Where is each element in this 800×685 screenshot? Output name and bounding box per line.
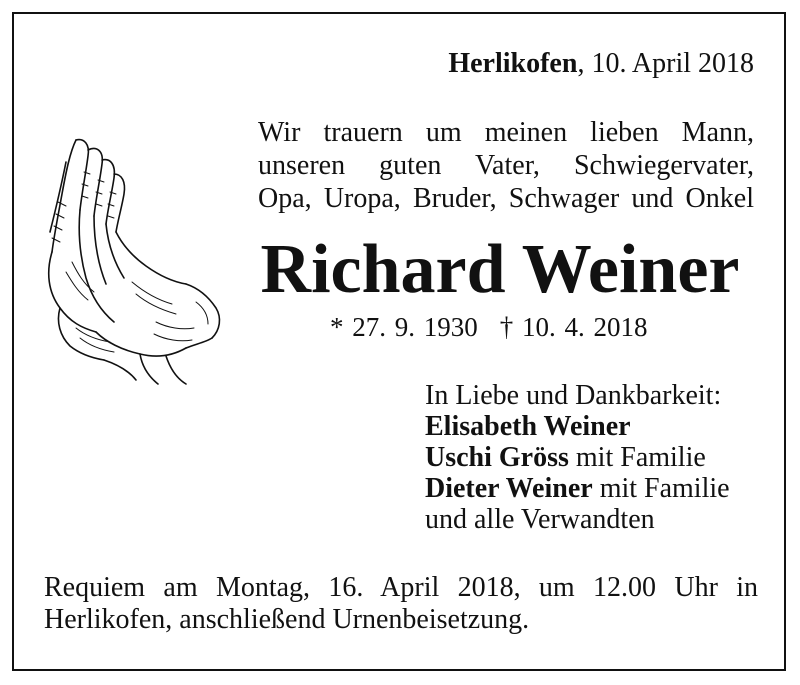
death-date: † 10. 4. 2018	[499, 312, 648, 342]
mourner-name: Uschi Gröss	[425, 442, 569, 473]
mourners-closing: und alle Verwandten	[425, 504, 655, 535]
place: Herlikofen	[448, 48, 578, 79]
requiem-text	[44, 572, 758, 636]
intro-line-2: unseren guten Vater, Schwiegervater,	[258, 150, 754, 181]
mourner-name: Elisabeth Weiner	[425, 411, 631, 442]
mourner-entry	[425, 442, 730, 473]
intro-line-1: Wir trauern um meinen lieben Mann,	[258, 117, 754, 148]
requiem-line-2: Herlikofen, anschließend Urnenbeisetzung.	[44, 604, 530, 635]
mourner-entry	[425, 411, 730, 442]
mourner-entry	[425, 473, 730, 504]
intro-line-3: Opa, Uropa, Bruder, Schwager und Onkel	[258, 183, 754, 214]
deceased-name: Richard Weiner	[260, 231, 740, 308]
place-date	[448, 48, 754, 80]
life-dates	[330, 312, 648, 343]
mourner-suffix: mit Familie	[568, 442, 706, 473]
date: , 10. April 2018	[577, 48, 754, 79]
birth-date: * 27. 9. 1930	[330, 312, 478, 342]
mourner-name: Dieter Weiner	[425, 473, 593, 504]
intro-text	[258, 116, 754, 215]
praying-hands-icon	[36, 132, 228, 388]
mourners-heading: In Liebe und Dankbarkeit:	[425, 380, 722, 411]
requiem-line-1: Requiem am Montag, 16. April 2018, um 12.00 Uhr in	[44, 572, 758, 603]
mourners-block	[425, 380, 730, 535]
mourner-suffix: mit Familie	[592, 473, 730, 504]
